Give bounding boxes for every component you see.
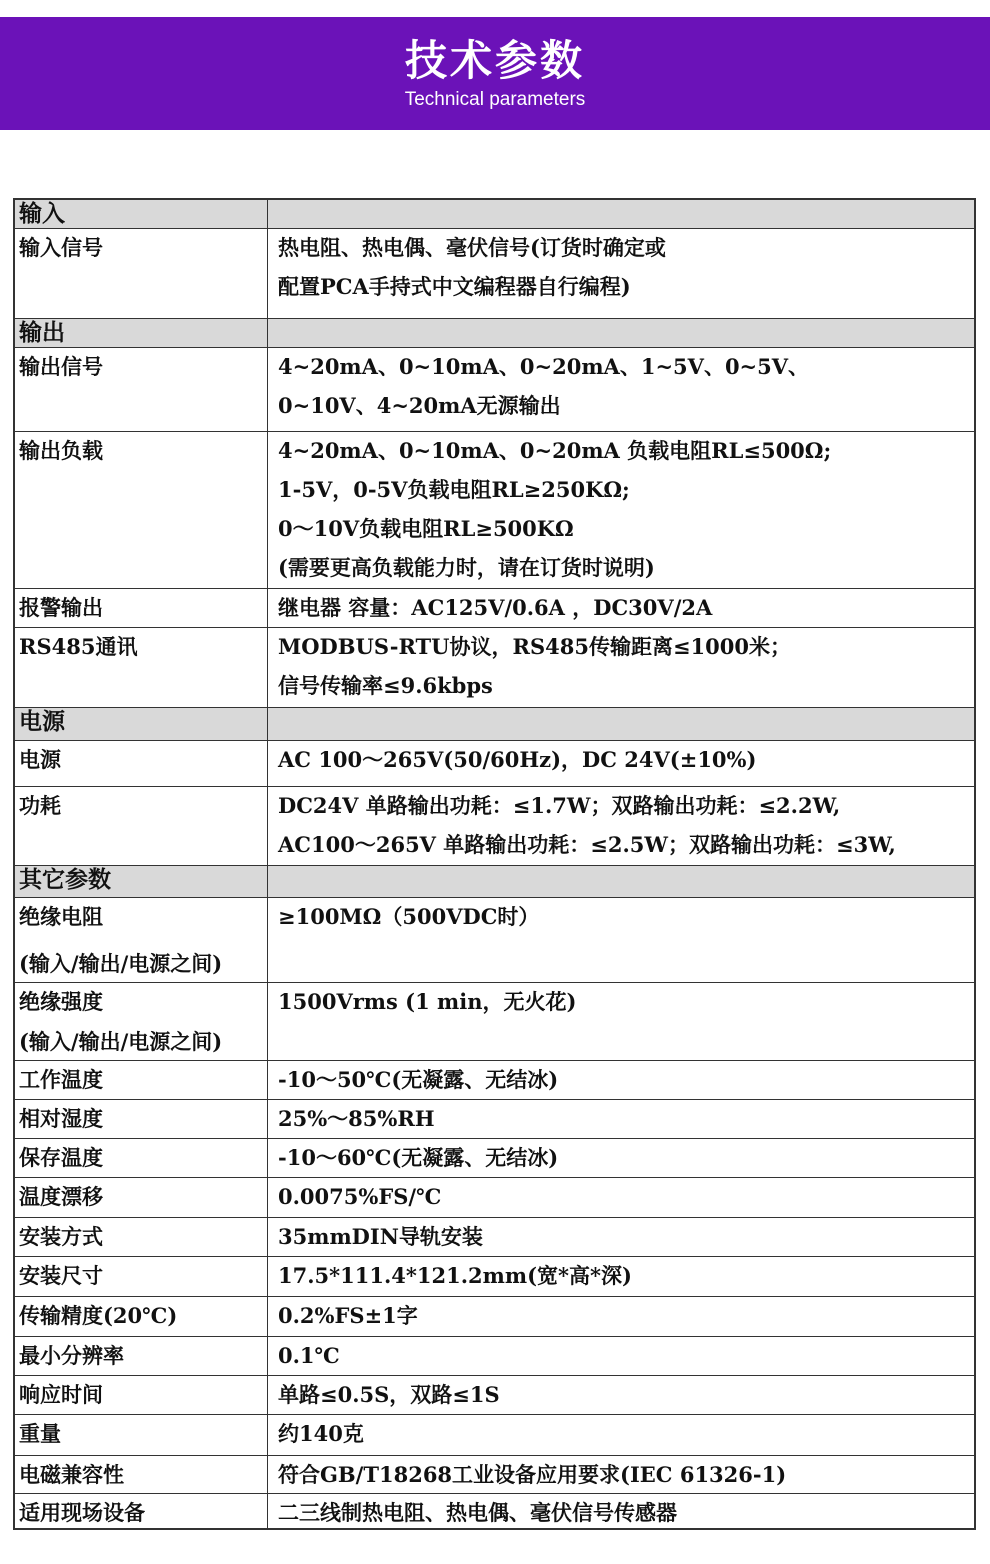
- row-value-cell: [268, 741, 974, 786]
- row-value-line: 0.0075%FS/℃: [278, 1184, 442, 1209]
- row-value-cell: [268, 589, 974, 627]
- section-row: [15, 708, 974, 741]
- row-value-line: 4~20mA、0~10mA、0~20mA 负载电阻RL≤500Ω;: [278, 438, 832, 463]
- section-title: 电源: [19, 708, 65, 735]
- row-value-cell: [268, 319, 974, 347]
- table-row: [15, 945, 974, 983]
- row-label: (输入/输出/电源之间): [19, 1029, 223, 1054]
- row-value-cell: [268, 1456, 974, 1493]
- row-value-line: 35mmDIN导轨安装: [278, 1224, 483, 1249]
- row-label: 输出信号: [19, 354, 103, 379]
- row-value-cell: [268, 1337, 974, 1375]
- row-value-line: -10～60℃(无凝露、无结冰): [278, 1145, 559, 1170]
- table-row: [15, 1376, 974, 1415]
- row-value-line: 1-5V，0-5V负载电阻RL≥250KΩ;: [278, 477, 630, 502]
- row-label-cell: [15, 866, 268, 897]
- row-value-line: 17.5*111.4*121.2mm(宽*高*深): [278, 1263, 632, 1288]
- header-banner: [0, 17, 990, 130]
- table-row: [15, 1100, 974, 1139]
- row-label-cell: [15, 1337, 268, 1375]
- row-label: 输出负载: [19, 438, 103, 463]
- table-row: [15, 898, 974, 945]
- row-label-cell: [15, 1456, 268, 1493]
- page-title: 技术参数: [404, 36, 585, 85]
- row-value-cell: [268, 432, 974, 588]
- table-row: [15, 1061, 974, 1100]
- row-label-cell: [15, 983, 268, 1023]
- row-value-line: AC100～265V 单路输出功耗：≤2.5W；双路输出功耗：≤3W,: [278, 832, 896, 857]
- table-row: [15, 628, 974, 708]
- row-label: 响应时间: [19, 1382, 103, 1407]
- row-value-line: 1500Vrms (1 min，无火花): [278, 989, 577, 1014]
- table-row: [15, 348, 974, 432]
- row-value-cell: [268, 708, 974, 740]
- row-label-cell: [15, 1023, 268, 1060]
- table-row: [15, 983, 974, 1023]
- row-value-line: 0~10V、4~20mA无源输出: [278, 393, 561, 418]
- row-label-cell: [15, 1257, 268, 1296]
- row-label: 安装方式: [19, 1224, 103, 1249]
- row-value-line: 单路≤0.5S，双路≤1S: [278, 1382, 500, 1407]
- row-label-cell: [15, 1415, 268, 1455]
- row-value-line: 二三线制热电阻、热电偶、毫伏信号传感器: [278, 1500, 677, 1525]
- row-label-cell: [15, 1139, 268, 1177]
- row-value-cell: [268, 1178, 974, 1217]
- spec-table: [13, 198, 976, 1530]
- row-label: 输入信号: [19, 235, 103, 260]
- row-value-cell: [268, 628, 974, 707]
- row-value-cell: [268, 983, 974, 1023]
- row-label: 绝缘电阻: [19, 904, 103, 929]
- section-row: [15, 319, 974, 348]
- row-label-cell: [15, 589, 268, 627]
- row-value-line: 0.2%FS±1字: [278, 1303, 418, 1328]
- row-value-cell: [268, 898, 974, 945]
- row-label-cell: [15, 1297, 268, 1336]
- row-value-cell: [268, 348, 974, 431]
- row-label-cell: [15, 1100, 268, 1138]
- table-row: [15, 1257, 974, 1297]
- row-value-line: 4~20mA、0~10mA、0~20mA、1~5V、0~5V、: [278, 354, 810, 379]
- row-value-cell: [268, 866, 974, 897]
- row-value-line: ≥100MΩ（500VDC时）: [278, 904, 540, 929]
- row-label-cell: [15, 945, 268, 982]
- row-label-cell: [15, 229, 268, 318]
- table-row: [15, 1494, 974, 1530]
- table-row: [15, 1178, 974, 1218]
- row-label: 电磁兼容性: [19, 1462, 124, 1487]
- row-label-cell: [15, 898, 268, 945]
- row-label-cell: [15, 319, 268, 347]
- table-row: [15, 432, 974, 589]
- row-value-line: (需要更高负载能力时，请在订货时说明): [278, 555, 655, 580]
- table-row: [15, 1415, 974, 1456]
- row-label: 最小分辨率: [19, 1343, 124, 1368]
- row-value-line: 符合GB/T18268工业设备应用要求(IEC 61326-1): [278, 1462, 787, 1487]
- row-value-cell: [268, 1297, 974, 1336]
- row-value-cell: [268, 1100, 974, 1138]
- table-row: [15, 787, 974, 866]
- row-label: (输入/输出/电源之间): [19, 951, 223, 976]
- row-value-cell: [268, 1139, 974, 1177]
- row-value-cell: [268, 945, 974, 982]
- row-label-cell: [15, 628, 268, 707]
- row-label: 保存温度: [19, 1145, 103, 1170]
- row-label-cell: [15, 1218, 268, 1256]
- table-row: [15, 1139, 974, 1178]
- row-value-cell: [268, 1257, 974, 1296]
- row-label-cell: [15, 1376, 268, 1414]
- row-value-cell: [268, 1494, 974, 1530]
- row-value-line: 0～10V负载电阻RL≥500KΩ: [278, 516, 574, 541]
- row-value-cell: [268, 1218, 974, 1256]
- section-title: 其它参数: [19, 866, 111, 893]
- table-row: [15, 741, 974, 787]
- row-label-cell: [15, 741, 268, 786]
- section-title: 输入: [19, 200, 65, 227]
- row-label-cell: [15, 787, 268, 865]
- table-row: [15, 229, 974, 319]
- row-value-cell: [268, 1376, 974, 1414]
- row-value-line: DC24V 单路输出功耗：≤1.7W；双路输出功耗：≤2.2W,: [278, 793, 841, 818]
- row-label: RS485通讯: [19, 634, 138, 659]
- row-label: 工作温度: [19, 1067, 103, 1092]
- table-row: [15, 1023, 974, 1061]
- page-subtitle: Technical parameters: [404, 89, 586, 110]
- row-value-line: 约140克: [278, 1421, 364, 1446]
- row-value-cell: [268, 787, 974, 865]
- row-value-cell: [268, 1415, 974, 1455]
- row-value-line: 信号传输率≤9.6kbps: [278, 673, 493, 698]
- row-label-cell: [15, 1494, 268, 1530]
- row-value-cell: [268, 229, 974, 318]
- row-label-cell: [15, 1061, 268, 1099]
- row-label: 绝缘强度: [19, 989, 103, 1014]
- row-value-cell: [268, 200, 974, 228]
- row-label-cell: [15, 708, 268, 740]
- row-value-line: -10～50℃(无凝露、无结冰): [278, 1067, 559, 1092]
- row-value-line: AC 100～265V(50/60Hz)，DC 24V(±10%): [278, 747, 757, 772]
- table-row: [15, 589, 974, 628]
- row-value-line: 0.1℃: [278, 1343, 340, 1368]
- section-row: [15, 866, 974, 898]
- row-label: 适用现场设备: [19, 1500, 145, 1525]
- table-row: [15, 1337, 974, 1376]
- row-value-line: 25%～85%RH: [278, 1106, 435, 1131]
- row-label: 报警输出: [19, 595, 103, 620]
- table-row: [15, 1297, 974, 1337]
- row-value-cell: [268, 1061, 974, 1099]
- row-value-line: 热电阻、热电偶、毫伏信号(订货时确定或: [278, 235, 666, 260]
- row-value-cell: [268, 1023, 974, 1060]
- row-label: 安装尺寸: [19, 1263, 103, 1288]
- table-row: [15, 1456, 974, 1494]
- row-label: 温度漂移: [19, 1184, 103, 1209]
- row-label-cell: [15, 348, 268, 431]
- row-label: 电源: [19, 747, 61, 772]
- row-label: 重量: [19, 1421, 61, 1446]
- row-value-line: 配置PCA手持式中文编程器自行编程): [278, 274, 631, 299]
- row-label: 相对湿度: [19, 1106, 103, 1131]
- row-label-cell: [15, 432, 268, 588]
- row-label-cell: [15, 1178, 268, 1217]
- row-label-cell: [15, 200, 268, 228]
- row-label: 传输精度(20℃): [19, 1303, 178, 1328]
- row-value-line: 继电器 容量：AC125V/0.6A ，DC30V/2A: [278, 595, 713, 620]
- row-label: 功耗: [19, 793, 61, 818]
- table-row: [15, 1218, 974, 1257]
- section-row: [15, 200, 974, 229]
- row-value-line: MODBUS-RTU协议，RS485传输距离≤1000米；: [278, 634, 791, 659]
- section-title: 输出: [19, 319, 65, 346]
